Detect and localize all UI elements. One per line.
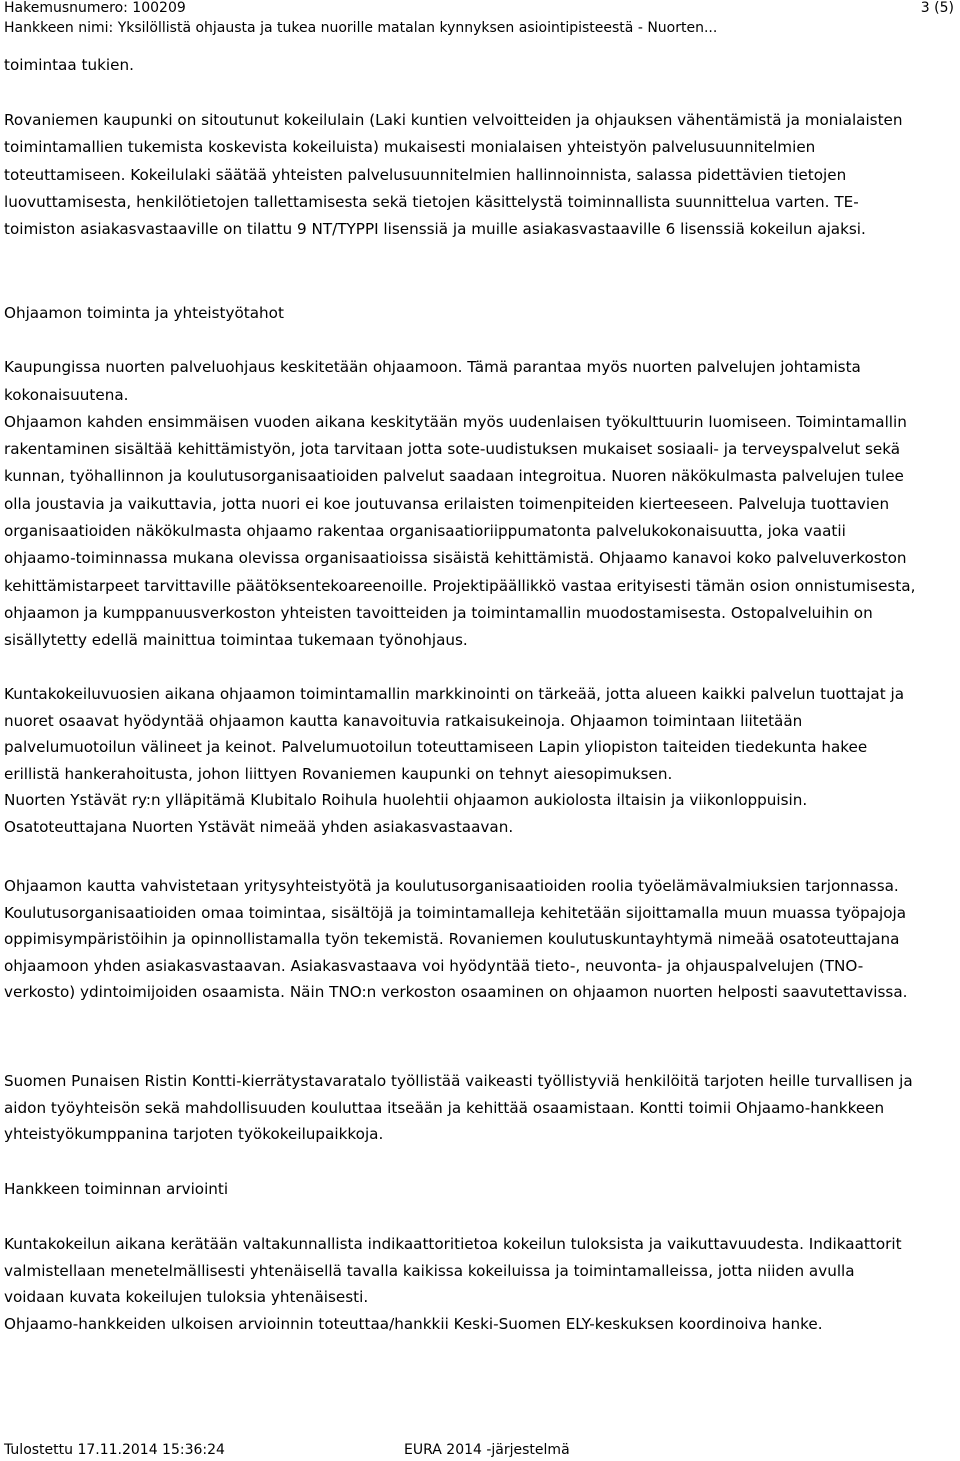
text-line: toteuttamiseen. Kokeilulaki säätää yhteisten palvelusuunnitelmien hallinnoinnista, salassa pidettävien tietojen: [4, 165, 847, 184]
text-line: oppimisympäristöihin ja opinnollistamalla työn tekemistä. Rovaniemen koulutuskuntayhtymä nimeää osatoteuttajana: [4, 930, 900, 948]
text-line: valmistellaan menetelmällisesti yhtenäisellä tavalla kaikissa kokeiluissa ja toimintamalleissa, jotta niiden avulla: [4, 1261, 855, 1280]
text-line: verkosto) ydintoimijoiden osaamista. Näin TNO:n verkoston osaaminen on ohjaamon nuorten helposti saavutettavissa.: [4, 983, 908, 1001]
section-heading: Ohjaamon toiminta ja yhteistyötahot: [4, 304, 284, 322]
text-line: Ohjaamon kautta vahvistetaan yritysyhteistyötä ja koulutusorganisaatioiden roolia työelämävalmiuksien tarjonnassa.: [4, 877, 899, 895]
text-line: sisällytetty edellä mainittua toimintaa tukemaan työnohjaus.: [4, 631, 468, 650]
system-name: EURA 2014 -järjestelmä: [404, 1442, 570, 1458]
paragraph-kuntakokeilu: [4, 681, 956, 840]
text-line: kehittämistarpeet tarvittaville päätöksentekoareenoille. Projektipäällikkö vastaa erityisesti tämän osion onnistumisesta,: [4, 576, 916, 595]
text-line: olla joustavia ja vaikuttavia, jotta nuori ei koe joutuvansa erilaisten toimenpiteiden kierteeseen. Palveluja tuottavien: [4, 494, 890, 513]
text-line: kokonaisuutena.: [4, 385, 129, 404]
text-line: Kaupungissa nuorten palveluohjaus keskitetään ohjaamoon. Tämä parantaa myös nuorten palvelujen johtamista: [4, 358, 861, 377]
text-line: Suomen Punaisen Ristin Kontti-kierrätystavaratalo työllistää vaikeasti työllistyviä henkilöitä tarjoten heille turvallisen ja: [4, 1072, 913, 1090]
text-line: toimintamallien tukemista koskevista kokeiluista) mukaisesti monialaisen yhteistyön palvelusuunnitelmien: [4, 138, 816, 157]
text-line: rakentaminen sisältää kehittämistyön, jota tarvitaan jotta sote-uudistuksen mukaiset sosiaali- ja terveyspalvelut sekä: [4, 440, 901, 459]
page-number: 3 (5): [920, 0, 954, 16]
text-line: Ohjaamon kahden ensimmäisen vuoden aikana keskitytään myös uudenlaisen työkulttuurin luomiseen. Toimintamallin: [4, 412, 907, 431]
paragraph-arviointi: [4, 1231, 956, 1337]
continuation-text: toimintaa tukien.: [4, 56, 134, 74]
text-line: palvelumuotoilun välineet ja keinot. Palvelumuotoilun toteuttamiseen Lapin yliopiston taiteiden tiedekunta hakee: [4, 738, 868, 756]
text-line: Kuntakokeilun aikana kerätään valtakunnallista indikaattoritietoa kokeilun tuloksista ja vaikuttavuudesta. Indikaattorit: [4, 1235, 902, 1253]
paragraph-yritysyhteistyo: [4, 873, 956, 1006]
text-line: yhteistyökumppanina tarjoten työkokeilupaikkoja.: [4, 1125, 384, 1143]
text-line: voidaan kuvata kokeilujen tuloksia yhtenäisesti.: [4, 1288, 369, 1306]
text-line: kunnan, työhallinnon ja koulutusorganisaatioiden palvelut saadaan integroitua. Nuoren näkökulmasta palvelujen tulee: [4, 467, 904, 486]
paragraph-spr-kontti: [4, 1068, 956, 1148]
paragraph-kokeilulaki: [4, 107, 956, 243]
text-line: toimiston asiakasvastaaville on tilattu 9 NT/TYPPI lisenssiä ja muille asiakasvastaaville 6 lisenssiä kokeilun ajaksi.: [4, 220, 866, 239]
text-line: aidon työyhteisön sekä mahdollisuuden kouluttaa itseään ja kehittää osaamistaan. Kontti toimii Ohjaamo-hankkeen: [4, 1098, 885, 1117]
text-line: erillistä hankerahoitusta, johon liittyen Rovaniemen kaupunki on tehnyt aiesopimuksen.: [4, 764, 673, 783]
text-line: ohjaamon ja kumppanuusverkoston yhteisten tavoitteiden ja toimintamallin muodostamisesta. Ostopalveluihin on: [4, 603, 873, 622]
project-name: Hankkeen nimi: Yksilöllistä ohjausta ja tukea nuorille matalan kynnyksen asiointipisteestä - Nuorten...: [4, 20, 718, 36]
section-ohjaamon-toiminta: [4, 300, 956, 655]
text-line: Kuntakokeiluvuosien aikana ohjaamon toimintamallin markkinointi on tärkeää, jotta alueen kaikki palvelun tuottajat ja: [4, 685, 905, 703]
text-line: luovuttamisesta, henkilötietojen tallettamisesta sekä tietojen käsittelystä toiminnallista suunnittelua varten. TE-: [4, 192, 859, 211]
text-line: ohjaamo-toiminnassa mukana olevissa organisaatioissa sisäistä kehittämistä. Ohjaamo kanavoi koko palveluverkoston: [4, 549, 907, 568]
print-timestamp: Tulostettu 17.11.2014 15:36:24: [4, 1442, 225, 1458]
text-line: Rovaniemen kaupunki on sitoutunut kokeilulain (Laki kuntien velvoitteiden ja ohjauksen vähentämistä ja monialaisten: [4, 111, 903, 129]
section-heading-arviointi: Hankkeen toiminnan arviointi: [4, 1180, 229, 1198]
text-line: ohjaamoon yhden asiakasvastaavan. Asiakasvastaava voi hyödyntää tieto-, neuvonta- ja ohjauspalvelujen (TNO-: [4, 956, 864, 975]
application-number: Hakemusnumero: 100209: [4, 0, 186, 16]
text-line: Osatoteuttajana Nuorten Ystävät nimeää yhden asiakasvastaavan.: [4, 817, 514, 836]
text-line: Nuorten Ystävät ry:n ylläpitämä Klubitalo Roihula huolehtii ohjaamon aukiolosta iltaisin ja viikonloppuisin.: [4, 791, 808, 809]
text-line: Koulutusorganisaatioiden omaa toimintaa, sisältöjä ja toimintamalleja kehitetään sijoittamalla muun muassa työpajoja: [4, 903, 907, 922]
text-line: nuoret osaavat hyödyntää ohjaamon kautta kanavoituvia ratkaisukeinoja. Ohjaamon toimintaan liitetään: [4, 711, 803, 730]
text-line: organisaatioiden näkökulmasta ohjaamo rakentaa organisaatioriippumatonta palvelukokonaisuutta, joka vaatii: [4, 522, 846, 541]
text-line: Ohjaamo-hankkeiden ulkoisen arvioinnin toteuttaa/hankkii Keski-Suomen ELY-keskuksen koordinoiva hanke.: [4, 1314, 823, 1333]
